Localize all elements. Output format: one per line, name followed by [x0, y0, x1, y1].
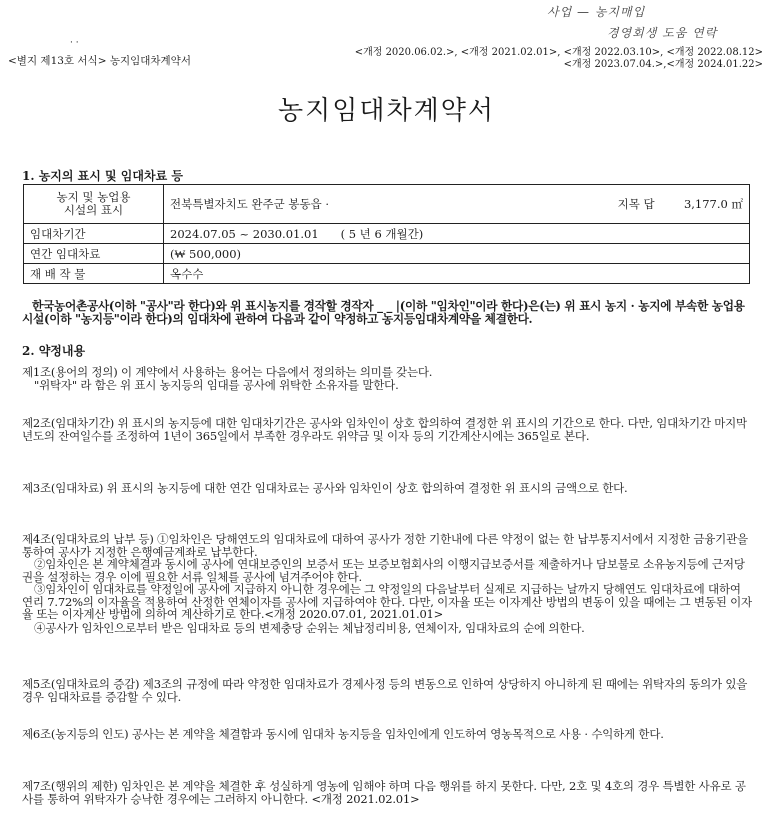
article-line: 제4조(임대차료의 납부 등) ①임차인은 당해연도의 임대차료에 대하여 공사가 정한 기한내에 다른 약정이 없는 한 납부통지서에서 지정한 금융기관을 통하여 공사가 지정한 은행예금계좌로 납부한다.: [22, 532, 748, 559]
article-line: ③임차인이 임대차료를 약정일에 공사에 지급하지 아니한 경우에는 그 약정일의 다음날부터 실제로 지급하는 날까지 당해연도 임대차료에 대하여 연리 7.72%의 이자율을 적용하여 산정한 연체이자를 공사에 지급하여야 한다. 다만, 이자율 또는 이자계산 방법의 변동이 있을 때에는 그 변동된 이자율 또는 이자계산 방법에 의하여 계산하기로 한다.<개정 2020.07.01, 2021.01.01>: [22, 582, 752, 621]
table-row: [24, 185, 750, 224]
row-label: 연간 임대차료: [24, 244, 164, 264]
article-2: [22, 417, 752, 442]
section-1-heading: 1. 농지의 표시 및 임대차료 등: [22, 169, 183, 183]
table-row: [24, 224, 750, 244]
revision-history: <개정 2020.06.02.>, <개정 2021.02.01>, <개정 2022.03.10>, <개정 2022.08.12> <개정 2023.07.04.>,<개정 2024.01.22>: [354, 47, 763, 70]
article-line: 제6조(농지등의 인도) 공사는 본 계약을 체결함과 동시에 임대차 농지등을 임차인에게 인도하여 영농목적으로 사용 · 수익하게 한다.: [22, 727, 664, 741]
handwritten-note-2: 경영회생 도움 연락: [607, 26, 718, 40]
article-4: [22, 533, 752, 634]
farmland-info-table: [23, 184, 750, 284]
table-row: [24, 244, 750, 264]
crop: 옥수수: [164, 264, 750, 284]
row-label: 농지 및 농업용 시설의 표시: [24, 185, 164, 224]
article-line: 제7조(행위의 제한) 임차인은 본 계약을 체결한 후 성실하게 영농에 임해야 하며 다음 행위를 하지 못한다. 다만, 2호 및 4호의 경우 특별한 사유로 공사를 통하여 위탁자가 승낙한 경우에는 그러하지 아니한다. <개정 2021.02.01>: [22, 779, 746, 806]
article-line: 제3조(임대차료) 위 표시의 농지등에 대한 연간 임대차료는 공사와 임차인이 상호 합의하여 결정한 위 표시의 금액으로 한다.: [22, 481, 628, 495]
article-line: 제2조(임대차기간) 위 표시의 농지등에 대한 임대차기간은 공사와 임차인이 상호 합의하여 결정한 위 표시의 기간으로 한다. 다만, 임대차기간 마지막년도의 잔여일수를 조정하여 1년이 365일에서 부족한 경우라도 위약금 및 이자 등의 기간계산시에는 365일로 본다.: [22, 416, 747, 443]
article-line: 제1조(용어의 정의) 이 계약에서 사용하는 용어는 다음에서 정의하는 의미를 갖는다.: [22, 365, 433, 379]
table-row: [24, 264, 750, 284]
document-title: 농지임대차계약서: [278, 96, 495, 126]
handwritten-note-1: 사업 — 농지매입: [547, 5, 646, 19]
article-7: [22, 780, 752, 805]
article-line: "위탁자" 라 함은 위 표시 농지등의 임대를 공사에 위탁한 소유자를 말한다.: [34, 377, 399, 392]
row-label: 임대차기간: [24, 224, 164, 244]
form-label: <별지 제13호 서식> 농지임대차계약서: [8, 55, 191, 67]
land-address: 전북특별자치도 완주군 봉동읍 ·: [170, 197, 330, 211]
section-2-heading: 2. 약정내용: [22, 344, 86, 358]
land-area: 3,177.0 ㎡: [683, 197, 743, 211]
row-label: 재 배 작 물: [24, 264, 164, 284]
article-6: [22, 728, 752, 741]
article-5: [22, 678, 752, 703]
article-line: ④공사가 임차인으로부터 받은 임대차료 등의 변제충당 순위는 체납정리비용, 연체이자, 임대차료의 순에 의한다.: [34, 620, 585, 635]
row-value: [164, 185, 750, 224]
lease-period: 2024.07.05 ~ 2030.01.01 ( 5 년 6 개월간): [164, 224, 750, 244]
scan-dots: · ·: [70, 38, 79, 48]
article-1: [22, 366, 752, 391]
annual-rent: (₩ 500,000): [164, 244, 750, 264]
article-3: [22, 482, 752, 495]
article-line: ②임차인은 본 계약체결과 동시에 공사에 연대보증인의 보증서 또는 보증보험회사의 이행지급보증서를 제출하거나 담보물로 소유농지등에 근저당권을 설정하는 경우 이에 필요한 서류 일체를 공사에 넘겨주어야 한다.: [22, 557, 745, 584]
land-category: 지목 답: [617, 197, 655, 211]
article-line: 제5조(임대차료의 증감) 제3조의 규정에 따라 약정한 임대차료가 경제사정 등의 변동으로 인하여 상당하지 아니하게 된 때에는 위탁자의 동의가 있을 경우 임대차료를 증감할 수 있다.: [22, 677, 748, 704]
contract-intro: 한국농어촌공사(이하 "공사"라 한다)와 위 표시농지를 경작할 경작자 _ _ |(이하 "임차인"이라 한다)은(는) 위 표시 농지 · 농지에 부속한 농업용시설(이하 "농지등"이라 한다)의 임대차에 관하여 다음과 같이 약정하고 농지등임대차계약을 체결한다.: [22, 299, 745, 326]
